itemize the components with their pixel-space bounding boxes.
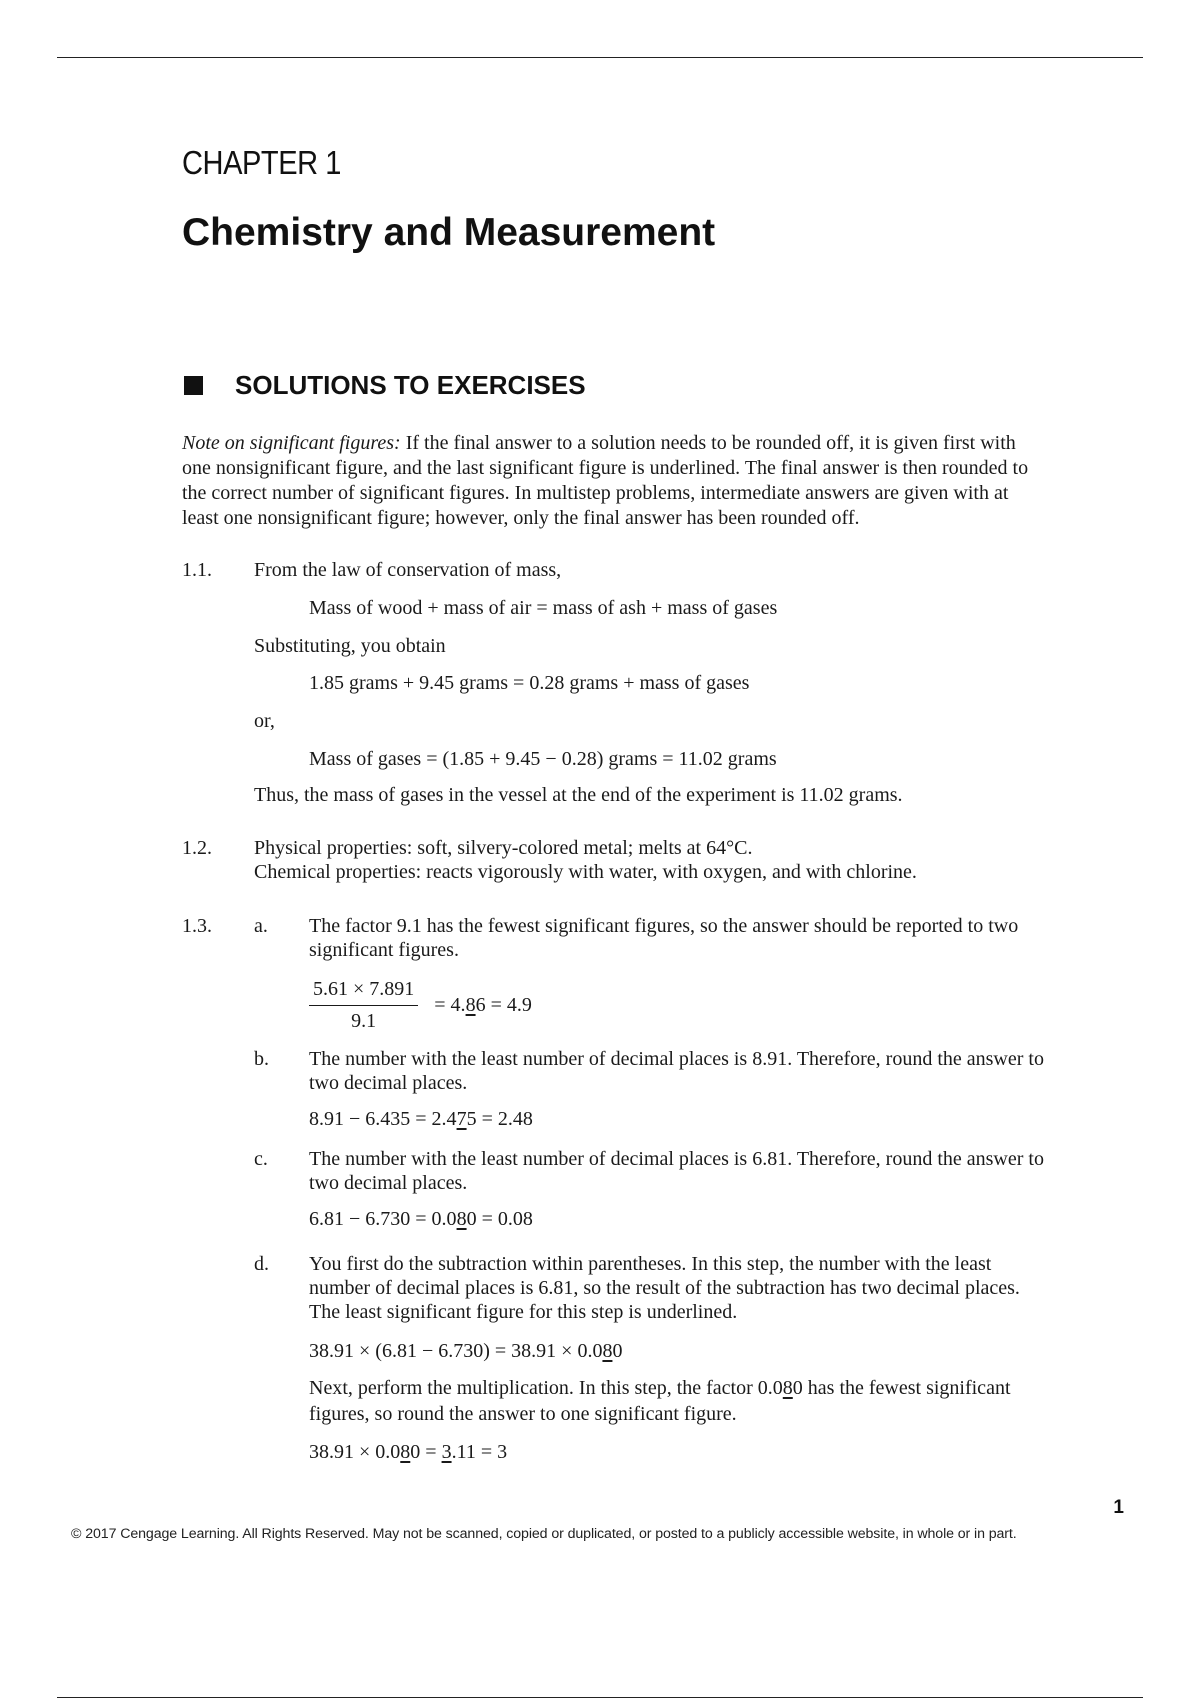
section-heading-text: SOLUTIONS TO EXERCISES — [235, 370, 586, 400]
result-prefix: = 4. — [434, 994, 466, 1016]
part-c-letter: c. — [254, 1148, 268, 1170]
result-suffix: 6 = 4.9 — [475, 994, 532, 1016]
section-heading — [184, 372, 586, 398]
exercise-number: 1.3. — [182, 915, 212, 937]
note-lead: Note on significant figures: — [182, 432, 401, 454]
text-prefix: Next, perform the multiplication. In this step, the factor 0.0 — [309, 1377, 783, 1399]
part-b-text-1: The number with the least number of decimal places is 8.91. Therefore, round the answer to — [309, 1048, 1044, 1070]
part-b-letter: b. — [254, 1048, 269, 1070]
underlined-digit: 8 — [602, 1340, 613, 1362]
substituting-text: Substituting, you obtain — [254, 635, 446, 657]
part-b-text-2: two decimal places. — [309, 1072, 468, 1094]
part-d-text-2: number of decimal places is 6.81, so the result of the subtraction has two decimal places. — [309, 1277, 1020, 1299]
equation-suffix: 5 = 2.48 — [466, 1108, 533, 1130]
part-d-equation-2 — [309, 1440, 507, 1465]
underlined-digit: 8 — [465, 994, 476, 1016]
equation-suffix: 0 — [612, 1340, 623, 1362]
exercise-intro: From the law of conservation of mass, — [254, 559, 562, 581]
part-d-next-2: figures, so round the answer to one significant figure. — [309, 1403, 737, 1425]
note-line-2: one nonsignificant figure, and the last significant figure is underlined. The final answer is then rounded to — [182, 457, 1029, 479]
part-d-text-3: The least significant figure for this step is underlined. — [309, 1301, 738, 1323]
significant-figures-note — [182, 431, 1122, 531]
exercise-conclusion: Thus, the mass of gases in the vessel at the end of the experiment is 11.02 grams. — [254, 784, 903, 806]
chemical-properties: Chemical properties: reacts vigorously with water, with oxygen, and with chlorine. — [254, 861, 917, 883]
part-a-text-2: significant figures. — [309, 939, 459, 961]
note-line-1: If the final answer to a solution needs to be rounded off, it is given first with — [400, 432, 1016, 454]
underlined-digit: 8 — [456, 1208, 467, 1230]
chapter-title: Chemistry and Measurement — [182, 211, 716, 254]
note-line-3: the correct number of significant figures. In multistep problems, intermediate answers are given with at — [182, 482, 1009, 504]
text-suffix: 0 has the fewest significant — [792, 1377, 1011, 1399]
equation-prefix: 38.91 × 0.0 — [309, 1441, 401, 1463]
bottom-rule — [57, 1697, 1143, 1698]
equation-suffix: 0 = 0.08 — [466, 1208, 533, 1230]
physical-properties: Physical properties: soft, silvery-colored metal; melts at 64°C. — [254, 837, 753, 859]
part-c-equation — [309, 1207, 533, 1232]
underlined-digit: 8 — [400, 1441, 411, 1463]
copyright-notice: © 2017 Cengage Learning. All Rights Reserved. May not be scanned, copied or duplicated, or posted to a publicly accessible website, in whole or in part. — [71, 1526, 1017, 1542]
black-square-icon — [184, 376, 203, 395]
equation-mass-of-gases: Mass of gases = (1.85 + 9.45 − 0.28) grams = 11.02 grams — [309, 748, 777, 770]
fraction-denominator: 9.1 — [351, 1010, 377, 1032]
part-a-result — [434, 993, 532, 1018]
part-c-text-2: two decimal places. — [309, 1172, 468, 1194]
part-a-text-1: The factor 9.1 has the fewest significant figures, so the answer should be reported to two — [309, 915, 1019, 937]
part-b-equation — [309, 1107, 533, 1132]
fraction-numerator: 5.61 × 7.891 — [309, 977, 418, 1006]
part-c-text-1: The number with the least number of decimal places is 6.81. Therefore, round the answer to — [309, 1148, 1044, 1170]
equation-prefix: 8.91 − 6.435 = 2.4 — [309, 1108, 457, 1130]
equation-middle: 0 = — [410, 1441, 442, 1463]
underlined-digit: 7 — [456, 1108, 467, 1130]
equation-prefix: 38.91 × (6.81 − 6.730) = 38.91 × 0.0 — [309, 1340, 603, 1362]
part-d-text-1: You first do the subtraction within parentheses. In this step, the number with the least — [309, 1253, 992, 1275]
part-d-letter: d. — [254, 1253, 269, 1275]
part-d-equation-1 — [309, 1339, 622, 1364]
equation-prefix: 6.81 − 6.730 = 0.0 — [309, 1208, 457, 1230]
equation-substituted: 1.85 grams + 9.45 grams = 0.28 grams + mass of gases — [309, 672, 750, 694]
exercise-number: 1.2. — [182, 837, 212, 859]
part-a-equation — [309, 977, 532, 1034]
exercise-number: 1.1. — [182, 559, 212, 581]
equation-suffix: .11 = 3 — [451, 1441, 508, 1463]
underlined-digit: 3 — [441, 1441, 452, 1463]
fraction — [309, 977, 418, 1034]
part-d-next-1 — [309, 1376, 1011, 1401]
page-number: 1 — [1113, 1497, 1124, 1518]
note-line-4: least one nonsignificant figure; however, only the final answer has been rounded off. — [182, 507, 860, 529]
underlined-digit: 8 — [782, 1377, 793, 1399]
equation-mass-balance: Mass of wood + mass of air = mass of ash + mass of gases — [309, 597, 778, 619]
chapter-label: CHAPTER 1 — [182, 144, 342, 181]
part-a-letter: a. — [254, 915, 268, 937]
or-text: or, — [254, 710, 275, 732]
